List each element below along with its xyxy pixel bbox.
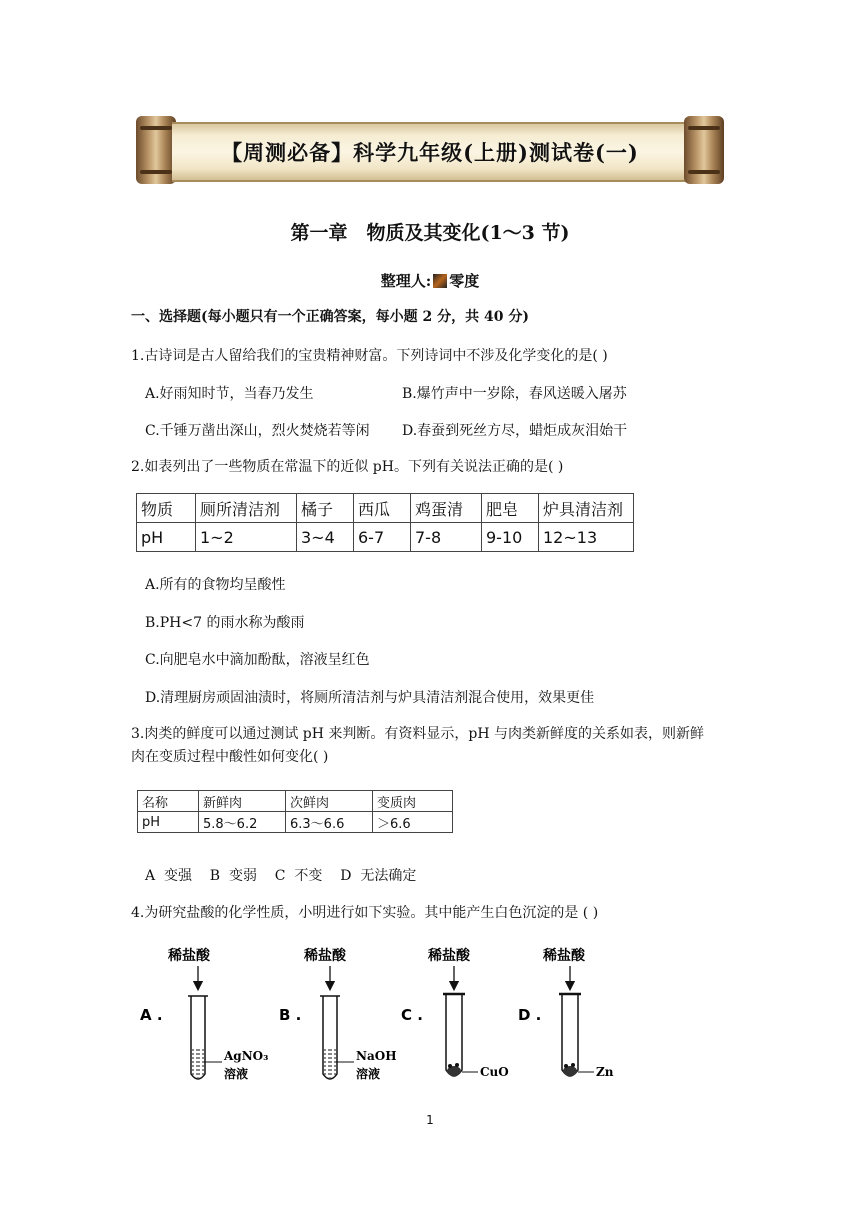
tube-letter-a: A . [140, 1006, 163, 1024]
table-cell: 次鲜肉 [286, 791, 373, 812]
q1-option-a: A.好雨知时节，当春乃发生 [145, 386, 314, 402]
table-cell: 6.3～6.6 [286, 812, 373, 833]
section-heading: 一、选择题(每小题只有一个正确答案，每小题 2 分，共 40 分) [131, 309, 529, 325]
table-cell: 5.8～6.2 [199, 812, 286, 833]
table-cell: 橘子 [297, 494, 354, 523]
table-cell: 名称 [138, 791, 199, 812]
tube-letter-c: C . [401, 1006, 423, 1024]
q2-option-b: B.PH<7 的雨水称为酸雨 [145, 615, 305, 631]
title-scroll-banner [136, 116, 724, 184]
q3-options: A 变强 B 变弱 C 不变 D 无法确定 [145, 868, 417, 884]
table-cell: 1~2 [196, 523, 297, 552]
tube-b [279, 947, 397, 1081]
meat-table-value-row [138, 812, 453, 833]
ph-table-header-row [137, 494, 634, 523]
q1-stem: 1.古诗词是古人留给我们的宝贵精神财富。下列诗词中不涉及化学变化的是( ) [131, 348, 608, 364]
tube-a [140, 947, 268, 1081]
scroll-roll-left [136, 116, 176, 184]
table-cell: 7-8 [411, 523, 482, 552]
table-cell: 厕所清洁剂 [196, 494, 297, 523]
meat-ph-table [137, 790, 453, 833]
table-cell: pH [137, 523, 196, 552]
ph-table-value-row [137, 523, 634, 552]
compiler-line [0, 270, 860, 291]
scroll-roll-right [684, 116, 724, 184]
q2-option-c: C.向肥皂水中滴加酚酞，溶液呈红色 [145, 652, 370, 668]
q2-stem: 2.如表列出了一些物质在常温下的近似 pH。下列有关说法正确的是( ) [131, 459, 564, 475]
scroll-paper [172, 122, 688, 182]
q1-option-b: B.爆竹声中一岁除，春风送暖入屠苏 [402, 386, 627, 402]
table-cell: 9-10 [482, 523, 539, 552]
compiler-label: 整理人: [380, 272, 432, 290]
table-cell: ＞6.6 [373, 812, 453, 833]
q4-stem: 4.为研究盐酸的化学性质，小明进行如下实验。其中能产生白色沉淀的是 ( ) [131, 905, 599, 921]
tube-label-c1: CuO [480, 1065, 509, 1079]
table-cell: 3~4 [297, 523, 354, 552]
reagent-label-d: 稀盐酸 [543, 948, 585, 964]
q2-option-a: A.所有的食物均呈酸性 [145, 577, 286, 593]
reagent-label-c: 稀盐酸 [428, 948, 470, 964]
table-cell: 肥皂 [482, 494, 539, 523]
q3-stem-line1: 3.肉类的鲜度可以通过测试 pH 来判断。有资料显示，pH 与肉类新鲜度的关系如表，则新鲜 [131, 726, 705, 742]
banner-title: 【周测必备】科学九年级(上册)测试卷(一) [221, 140, 639, 165]
table-cell: 物质 [137, 494, 196, 523]
tube-c [401, 947, 509, 1079]
table-cell: 12~13 [539, 523, 634, 552]
reagent-label-b: 稀盐酸 [304, 948, 346, 964]
test-tube-diagram [136, 944, 626, 1094]
table-cell: 鸡蛋清 [411, 494, 482, 523]
table-cell: 西瓜 [354, 494, 411, 523]
table-cell: 新鲜肉 [199, 791, 286, 812]
q3-stem-line2: 肉在变质过程中酸性如何变化( ) [131, 749, 329, 765]
page-number: 1 [426, 1113, 434, 1127]
meat-table-header-row [138, 791, 453, 812]
table-cell: 变质肉 [373, 791, 453, 812]
tube-label-d1: Zn [596, 1065, 614, 1079]
tube-label-a2: 溶液 [224, 1067, 249, 1081]
tube-label-a1: AgNO₃ [224, 1049, 269, 1063]
q2-option-d: D.清理厨房顽固油渍时，将厕所清洁剂与炉具清洁剂混合使用，效果更佳 [145, 690, 595, 706]
q1-option-d: D.春蚕到死丝方尽，蜡炬成灰泪始干 [402, 423, 628, 439]
tube-d [518, 947, 614, 1079]
tube-letter-b: B . [279, 1006, 302, 1024]
ph-table [136, 493, 634, 552]
table-cell: 6-7 [354, 523, 411, 552]
compiler-avatar-icon [433, 274, 447, 288]
reagent-label-a: 稀盐酸 [168, 948, 210, 964]
tube-label-b1: NaOH [356, 1049, 397, 1063]
table-cell: pH [138, 812, 199, 833]
tube-letter-d: D . [518, 1006, 542, 1024]
q1-option-c: C.千锤万凿出深山，烈火焚烧若等闲 [145, 423, 370, 439]
chapter-title: 第一章 物质及其变化(1～3 节) [290, 222, 570, 244]
table-cell: 炉具清洁剂 [539, 494, 634, 523]
tube-label-b2: 溶液 [356, 1067, 381, 1081]
compiler-name: 零度 [449, 272, 480, 290]
